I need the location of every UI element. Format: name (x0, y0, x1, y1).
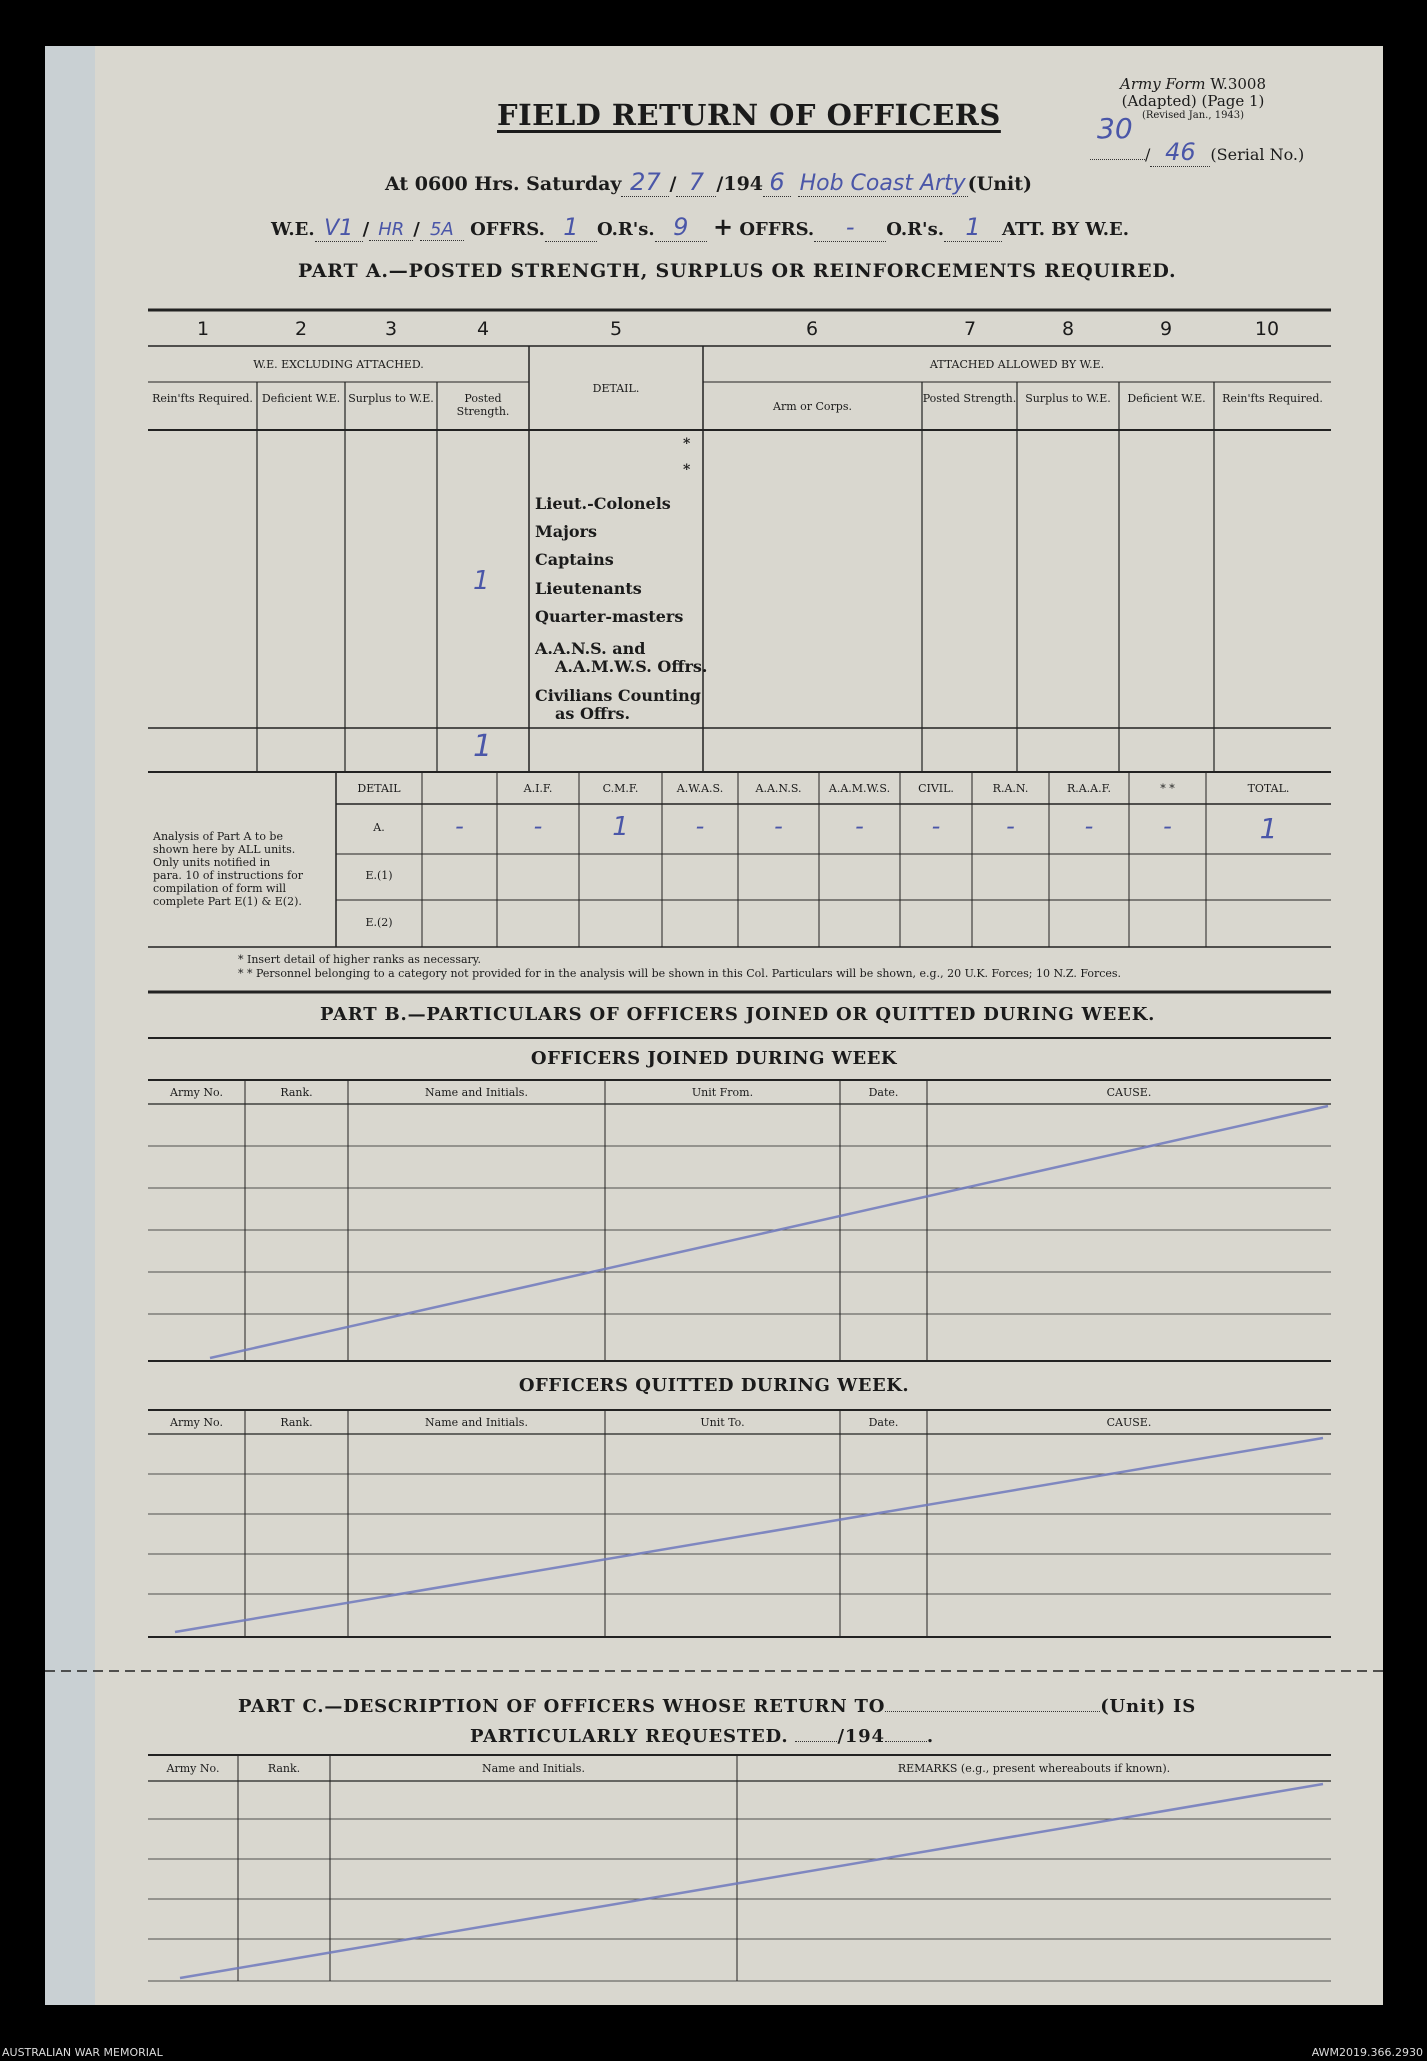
analysis-row-label: E.(1) (365, 869, 393, 882)
we-label: W.E. (271, 219, 315, 240)
analysis-a-value: - (533, 812, 543, 840)
year-prefix: /194 (716, 173, 764, 195)
sub-header: Deficient W.E. (1127, 392, 1206, 405)
col-number: 2 (294, 318, 308, 340)
rank-label: A.A.M.W.S. Offrs. (555, 657, 708, 676)
we-value-c: 5A (420, 219, 464, 241)
analysis-header: CIVIL. (918, 782, 954, 795)
day-value: 27 (621, 168, 669, 197)
ors-value: 9 (655, 213, 707, 242)
note-line: shown here by ALL units. (153, 843, 296, 856)
revised-note: (Revised Jan., 1943) (1141, 110, 1245, 121)
army-form-number: W.3008 (1210, 75, 1267, 93)
analysis-header: * * (1160, 782, 1175, 795)
footnote-2: * * Personnel belonging to a category not provided for in the analysis will be shown in this Col. Particulars will be shown, e.g., 20 U.K. Forces; 10 N.Z. Forces. (238, 967, 1122, 980)
offrs2-value: - (814, 213, 886, 242)
quitted-header: Date. (868, 1416, 899, 1429)
offrs-label: OFFRS. (470, 219, 545, 240)
col-number: 9 (1159, 318, 1173, 340)
analysis-header: A.W.A.S. (676, 782, 724, 795)
rank-label: Majors (535, 522, 597, 541)
quitted-header: Unit To. (700, 1416, 745, 1429)
sub-header: Rein'fts Required. (152, 392, 253, 405)
part-a-title: PART A.—POSTED STRENGTH, SURPLUS OR REINFORCEMENTS REQUIRED. (298, 260, 1177, 282)
analysis-header: TOTAL. (1247, 782, 1290, 795)
offrs2-label: OFFRS. (739, 219, 815, 240)
col-number: 8 (1061, 318, 1075, 340)
analysis-a-value: - (695, 812, 705, 840)
col-number: 4 (476, 318, 490, 340)
analysis-a-value: - (1006, 812, 1015, 840)
ors2-value: 1 (944, 213, 1002, 242)
col-number: 7 (963, 318, 977, 340)
part-c-header: Rank. (267, 1762, 301, 1775)
analysis-a-value: - (931, 812, 941, 840)
analysis-a-total: 1 (1259, 812, 1278, 845)
analysis-row-label: E.(2) (365, 916, 393, 929)
we-strength-line: W.E. V1 / HR / 5A OFFRS. 1 O.R's. 9 + OFFRS. - O.R's. 1 ATT. BY W.E. (271, 212, 1129, 241)
analysis-header: A.A.N.S. (755, 782, 802, 795)
star-marker: * (683, 462, 691, 478)
part-c-header: REMARKS (e.g., present whereabouts if known). (897, 1762, 1171, 1775)
date-unit-line: At 0600 Hrs. Saturday 27 / 7 /194 6 Hob Coast Arty (Unit) (385, 168, 1032, 196)
joined-header: Name and Initials. (425, 1086, 528, 1099)
we-value-b: HR (369, 219, 413, 241)
analysis-header: DETAIL (357, 782, 401, 795)
attached-allowed-header: ATTACHED ALLOWED BY W.E. (929, 358, 1105, 371)
part-c-header: Army No. (166, 1762, 220, 1775)
joined-header: Rank. (280, 1086, 313, 1099)
year-digit: 6 (763, 168, 791, 197)
unit-is-label: (Unit) IS (1100, 1696, 1197, 1717)
lieutenants-posted-value: 1 (473, 566, 490, 596)
army-form-text: Army Form (1120, 75, 1206, 93)
unit-value: Hob Coast Arty (799, 171, 966, 196)
total-posted-value: 1 (473, 729, 493, 764)
quitted-header: Name and Initials. (425, 1416, 528, 1429)
part-c-line-1 (238, 1696, 1196, 1717)
analysis-a-value: - (774, 812, 783, 840)
quitted-header: CAUSE. (1106, 1416, 1152, 1429)
joined-header: CAUSE. (1106, 1086, 1152, 1099)
rank-label: as Offrs. (555, 704, 631, 723)
unit-label: (Unit) (967, 173, 1032, 195)
part-c-title: PART C.—DESCRIPTION OF OFFICERS WHOSE RETURN TO (238, 1696, 886, 1717)
note-line: Analysis of Part A to be (153, 830, 283, 843)
adapted-note: (Adapted) (Page 1) (1121, 92, 1265, 110)
sub-header: Surplus to W.E. (1025, 392, 1111, 405)
analysis-row-label: A. (373, 821, 385, 834)
note-line: para. 10 of instructions for (153, 869, 304, 882)
att-label: ATT. BY W.E. (1001, 219, 1129, 240)
analysis-header: R.A.N. (992, 782, 1029, 795)
analysis-a-value: - (1163, 812, 1172, 840)
sub-header: Rein'fts Required. (1222, 392, 1323, 405)
star-marker: * (683, 436, 691, 452)
rank-label: Captains (535, 550, 614, 569)
plus-sign: + (712, 212, 734, 241)
joined-header: Unit From. (691, 1086, 754, 1099)
form-title: FIELD RETURN OF OFFICERS (497, 98, 1001, 132)
footer-left: AUSTRALIAN WAR MEMORIAL (2, 2046, 163, 2059)
analysis-header: A.I.F. (523, 782, 553, 795)
detail-header: DETAIL. (592, 382, 640, 395)
part-b-title: PART B.—PARTICULARS OF OFFICERS JOINED OR QUITTED DURING WEEK. (320, 1004, 1156, 1025)
form-page (45, 46, 1383, 2005)
joined-header: Army No. (170, 1086, 223, 1099)
rank-label: Quarter-masters (535, 607, 684, 626)
col-number: 5 (609, 318, 623, 340)
serial-number-b: 46 (1150, 138, 1210, 167)
analysis-header: C.M.F. (602, 782, 639, 795)
analysis-a-value: - (1084, 812, 1094, 840)
rank-label: A.A.N.S. and (535, 639, 646, 658)
note-line: complete Part E(1) & E(2). (153, 895, 302, 908)
date-194: /194 (837, 1726, 885, 1747)
note-line: Only units notified in (153, 856, 271, 869)
note-line: compilation of form will (153, 882, 287, 895)
part-c-line-2: PARTICULARLY REQUESTED. /194 . (470, 1726, 934, 1747)
sub-header: Posted Strength. (456, 392, 510, 418)
analysis-note (153, 830, 303, 908)
rank-label: Lieut.-Colonels (535, 494, 671, 513)
joined-title: OFFICERS JOINED DURING WEEK (530, 1048, 898, 1069)
footnote-1: * Insert detail of higher ranks as necessary. (238, 953, 482, 966)
time-day-label: At 0600 Hrs. Saturday (385, 173, 622, 195)
analysis-a-value: - (855, 812, 864, 840)
army-form-label (1120, 76, 1266, 122)
we-excluding-header: W.E. EXCLUDING ATTACHED. (253, 358, 424, 371)
ors2-label: O.R's. (886, 219, 944, 240)
quitted-title: OFFICERS QUITTED DURING WEEK. (518, 1375, 910, 1396)
month-value: 7 (676, 168, 716, 197)
analysis-a-value: - (455, 812, 464, 840)
serial-number-a: 30 (1097, 112, 1133, 145)
col-number: 10 (1254, 318, 1280, 340)
analysis-header: R.A.A.F. (1066, 782, 1112, 795)
ors-label: O.R's. (596, 219, 655, 240)
sub-header: Posted Strength. (922, 392, 1017, 405)
serial-number-field: / 46 (Serial No.) (1090, 138, 1304, 167)
joined-header: Date. (868, 1086, 899, 1099)
sub-header: Surplus to W.E. (348, 392, 434, 405)
quitted-header: Army No. (170, 1416, 223, 1429)
footer-right: AWM2019.366.2930 (1311, 2046, 1423, 2059)
serial-label: (Serial No.) (1210, 145, 1305, 164)
col-number: 6 (805, 318, 819, 340)
sub-header: Deficient W.E. (261, 392, 341, 405)
analysis-header: A.A.M.W.S. (828, 782, 891, 795)
rank-label: Lieutenants (535, 579, 642, 598)
rank-label: Civilians Counting (535, 686, 701, 705)
sub-header: Arm or Corps. (773, 400, 852, 413)
particularly-requested: PARTICULARLY REQUESTED. (470, 1726, 789, 1747)
offrs-value: 1 (545, 213, 597, 242)
col-number: 3 (384, 318, 398, 340)
part-c-header: Name and Initials. (482, 1762, 585, 1775)
analysis-a-value: 1 (612, 812, 629, 842)
quitted-header: Rank. (280, 1416, 313, 1429)
col-number: 1 (196, 318, 210, 340)
we-value-a: V1 (315, 216, 363, 242)
